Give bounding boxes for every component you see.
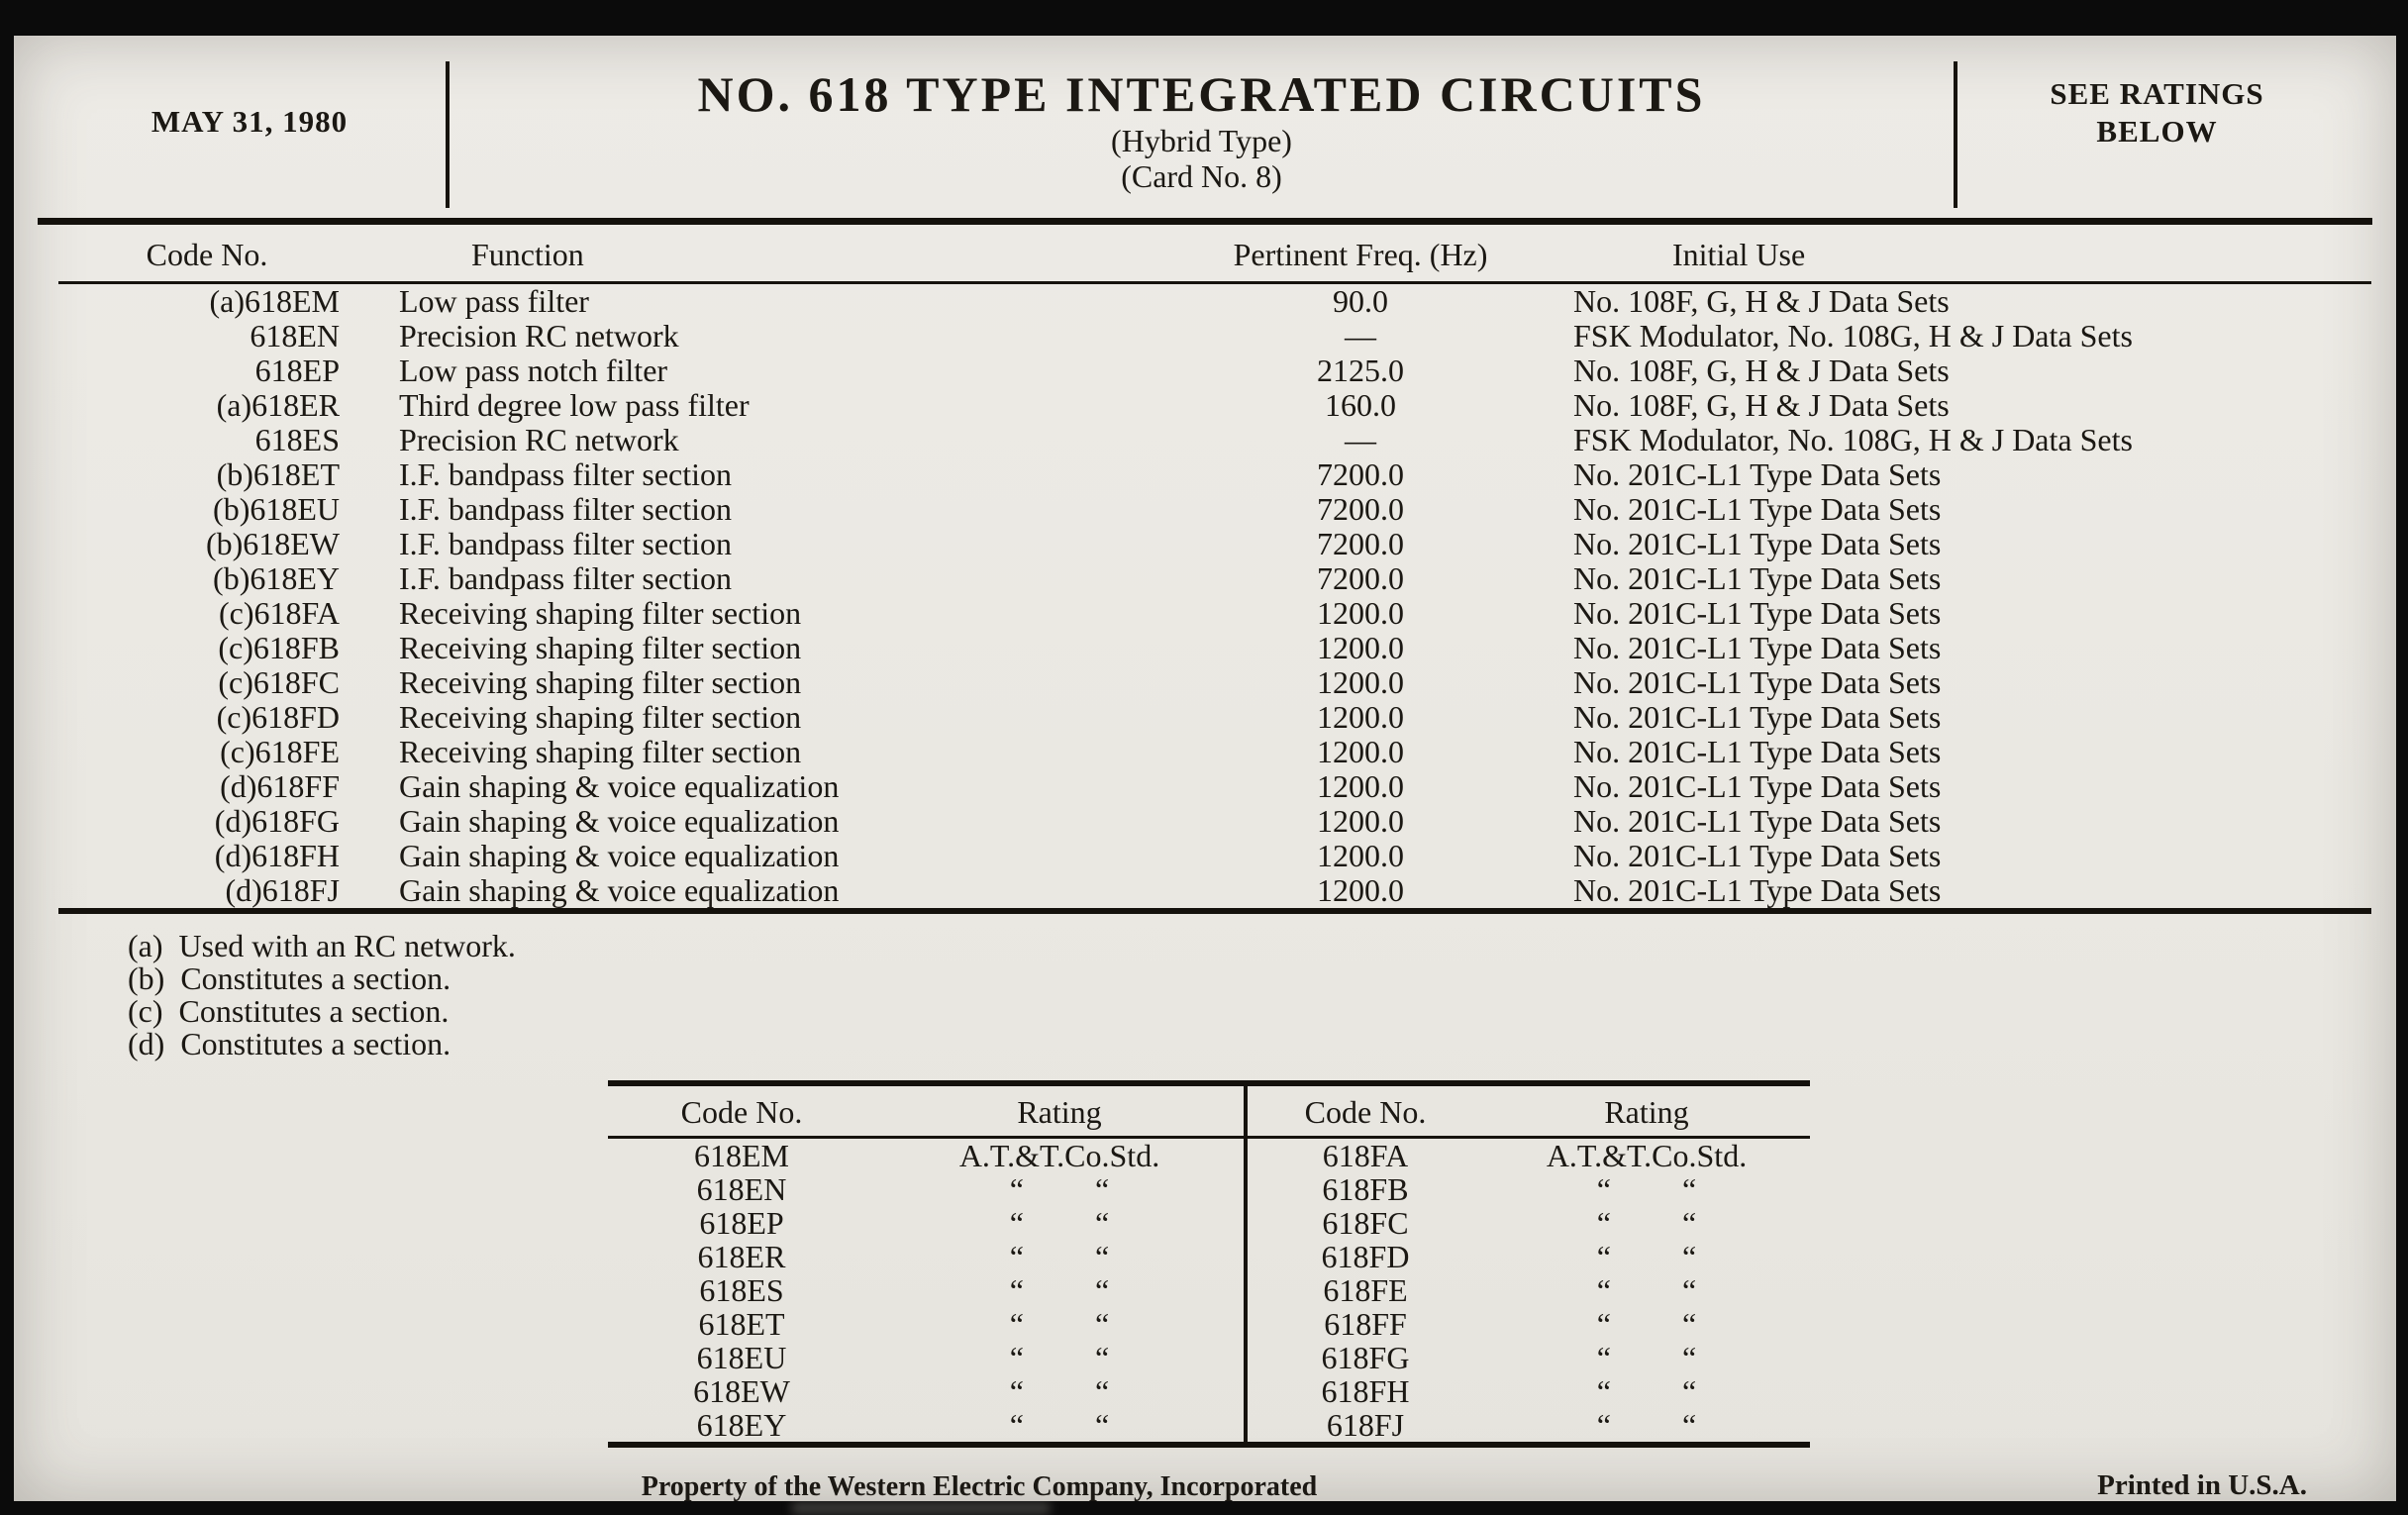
ratings-cell-code-right: 618FE [1323, 1272, 1408, 1308]
ratings-cell-code-right: 618FG [1321, 1340, 1410, 1375]
table-row [58, 839, 2371, 873]
ratings-row [608, 1307, 1810, 1341]
footnote-line: (c) Constitutes a section. [128, 993, 450, 1029]
ratings-column-header-code-right: Code No. [1246, 1083, 1483, 1138]
cell-use: No. 201C-L1 Type Data Sets [1573, 560, 1942, 596]
ratings-cell-rating-left: “ “ [875, 1307, 1246, 1341]
ratings-cell-rating-left: “ “ [875, 1240, 1246, 1273]
cell-use: No. 201C-L1 Type Data Sets [1573, 456, 1942, 492]
header-title-section [450, 61, 1954, 208]
property-notice: Property of the Western Electric Company, Incorporated [641, 1471, 1318, 1502]
circuits-table-header [58, 225, 2371, 283]
cell-freq: 2125.0 [1317, 353, 1404, 388]
ratings-row [608, 1341, 1810, 1374]
cell-function: I.F. bandpass filter section [399, 560, 733, 596]
cell-use: No. 108F, G, H & J Data Sets [1573, 387, 1950, 423]
ratings-cell-code-left: 618EU [696, 1340, 787, 1375]
cell-use: No. 201C-L1 Type Data Sets [1573, 491, 1942, 527]
ratings-cell-code-right: 618FD [1321, 1239, 1410, 1274]
ratings-cell-rating-left: “ “ [875, 1172, 1246, 1206]
ratings-cell-rating-right: “ “ [1596, 1171, 1697, 1207]
cell-freq: 7200.0 [1317, 560, 1404, 596]
ratings-cell-code-left: 618EW [693, 1373, 790, 1409]
column-header-code: Code No. [58, 225, 355, 283]
cell-use: FSK Modulator, No. 108G, H & J Data Sets [1573, 422, 2133, 457]
cell-freq: 7200.0 [1317, 526, 1404, 561]
date-label: MAY 31, 1980 [150, 104, 349, 139]
ratings-cell-code-left: 618EN [696, 1171, 787, 1207]
ratings-cell-code-right: 618FF [1324, 1306, 1407, 1342]
footnotes [128, 930, 2396, 1060]
ratings-cell-rating-left: “ “ [875, 1408, 1246, 1445]
cell-function: Precision RC network [399, 318, 679, 354]
cell-function: Receiving shaping filter section [399, 630, 802, 665]
cell-code: 618EP [254, 353, 340, 388]
ratings-cell-code-left: 618EP [699, 1205, 784, 1241]
ratings-cell-rating-right: “ “ [1596, 1373, 1697, 1409]
ratings-cell-rating-right: “ “ [1596, 1205, 1697, 1241]
cell-freq: 1200.0 [1317, 803, 1404, 839]
cell-code: (d)618FG [214, 803, 340, 839]
header-divider-rule [38, 218, 2372, 225]
cell-function: Gain shaping & voice equalization [399, 838, 840, 873]
table-row [58, 388, 2371, 423]
cell-use: No. 201C-L1 Type Data Sets [1573, 768, 1942, 804]
cell-freq: 1200.0 [1317, 872, 1404, 908]
ratings-cell-code-left: 618EY [696, 1407, 787, 1443]
cell-code: 618ES [254, 422, 340, 457]
cell-function: Receiving shaping filter section [399, 595, 802, 631]
cell-freq: 160.0 [1325, 387, 1396, 423]
ratings-row [608, 1138, 1810, 1173]
subtitle-card-number: (Card No. 8) [1121, 158, 1282, 194]
ratings-column-header-rating-right: Rating [1483, 1083, 1810, 1138]
cell-use: No. 201C-L1 Type Data Sets [1573, 734, 1942, 769]
header-row [58, 225, 2371, 283]
column-header-freq: Pertinent Freq. (Hz) [1148, 225, 1573, 283]
cell-use: No. 201C-L1 Type Data Sets [1573, 526, 1942, 561]
cell-function: I.F. bandpass filter section [399, 456, 733, 492]
table-row [58, 804, 2371, 839]
cell-freq: 90.0 [1333, 283, 1388, 319]
ratings-row [608, 1206, 1810, 1240]
cell-freq: 1200.0 [1317, 699, 1404, 735]
cell-use: No. 201C-L1 Type Data Sets [1573, 664, 1942, 700]
cell-code: (a)618EM [209, 283, 340, 319]
cell-code: (a)618ER [216, 387, 340, 423]
cell-use: No. 108F, G, H & J Data Sets [1573, 353, 1950, 388]
ratings-cell-code-left: 618ER [697, 1239, 786, 1274]
ratings-cell-rating-right: “ “ [1596, 1272, 1697, 1308]
ratings-cell-code-left: 618EM [694, 1138, 789, 1173]
table-row [58, 457, 2371, 492]
cell-function: Low pass notch filter [399, 353, 668, 388]
table-row [58, 596, 2371, 631]
ratings-cell-rating-left: “ “ [875, 1341, 1246, 1374]
cell-code: (d)618FJ [225, 872, 340, 908]
cell-code: (d)618FF [220, 768, 340, 804]
cell-freq: — [1345, 422, 1376, 457]
cell-function: Receiving shaping filter section [399, 734, 802, 769]
footnote-line: (d) Constitutes a section. [128, 1026, 452, 1061]
footnote-line: (b) Constitutes a section. [128, 960, 452, 996]
header-date-section [53, 61, 450, 208]
document-page [14, 36, 2396, 1501]
scan-artifact [792, 1502, 1050, 1514]
ratings-column-header-code-left: Code No. [608, 1083, 875, 1138]
ratings-cell-rating-right: “ “ [1596, 1306, 1697, 1342]
ratings-cell-code-right: 618FB [1322, 1171, 1409, 1207]
ratings-row [608, 1374, 1810, 1408]
cell-function: Gain shaping & voice equalization [399, 872, 840, 908]
cell-freq: 1200.0 [1317, 664, 1404, 700]
ratings-cell-code-left: 618ES [699, 1272, 784, 1308]
column-header-function: Function [355, 225, 1148, 283]
ratings-cell-code-right: 618FA [1322, 1138, 1409, 1173]
ratings-column-header-rating-left: Rating [875, 1083, 1246, 1138]
cell-freq: 1200.0 [1317, 734, 1404, 769]
cell-freq: 7200.0 [1317, 456, 1404, 492]
cell-freq: 1200.0 [1317, 838, 1404, 873]
ratings-cell-code-right: 618FJ [1326, 1407, 1405, 1443]
ratings-row [608, 1273, 1810, 1307]
ratings-cell-code-right: 618FH [1321, 1373, 1410, 1409]
cell-function: Gain shaping & voice equalization [399, 768, 840, 804]
cell-use: No. 201C-L1 Type Data Sets [1573, 595, 1942, 631]
ratings-table [608, 1080, 1810, 1448]
table-row [58, 561, 2371, 596]
footnote-line: (a) Used with an RC network. [128, 928, 516, 963]
cell-use: No. 201C-L1 Type Data Sets [1573, 803, 1942, 839]
ratings-header-row [608, 1083, 1810, 1138]
ratings-cell-rating-right: “ “ [1596, 1407, 1697, 1443]
cell-use: No. 108F, G, H & J Data Sets [1573, 283, 1950, 319]
circuits-table-body [58, 283, 2371, 912]
cell-code: (c)618FD [216, 699, 340, 735]
cell-use: No. 201C-L1 Type Data Sets [1573, 838, 1942, 873]
ratings-row [608, 1408, 1810, 1445]
ratings-note-line1: SEE RATINGS [2050, 76, 2264, 111]
subtitle-hybrid-type: (Hybrid Type) [1111, 123, 1292, 158]
ratings-table-header [608, 1083, 1810, 1138]
cell-code: (b)618ET [216, 456, 340, 492]
ratings-cell-rating-left: “ “ [875, 1206, 1246, 1240]
cell-code: 618EN [250, 318, 340, 354]
ratings-note-line2: BELOW [2096, 114, 2218, 149]
ratings-row [608, 1172, 1810, 1206]
cell-function: Third degree low pass filter [399, 387, 750, 423]
ratings-row [608, 1240, 1810, 1273]
page-title: NO. 618 TYPE INTEGRATED CIRCUITS [697, 66, 1706, 122]
cell-freq: 1200.0 [1317, 595, 1404, 631]
column-header-initial-use: Initial Use [1573, 225, 2371, 283]
header-ratings-note-section [1954, 61, 2357, 208]
table-row [58, 527, 2371, 561]
ratings-table-body [608, 1138, 1810, 1446]
table-row [58, 354, 2371, 388]
table-row [58, 665, 2371, 700]
ratings-cell-code-left: 618ET [698, 1306, 785, 1342]
cell-code: (c)618FA [218, 595, 340, 631]
table-row [58, 319, 2371, 354]
table-row [58, 423, 2371, 457]
table-row [58, 873, 2371, 911]
cell-code: (c)618FE [220, 734, 340, 769]
cell-use: No. 201C-L1 Type Data Sets [1573, 699, 1942, 735]
cell-code: (c)618FB [218, 630, 340, 665]
table-row [58, 700, 2371, 735]
cell-use: No. 201C-L1 Type Data Sets [1573, 872, 1942, 908]
ratings-cell-rating-right: “ “ [1596, 1340, 1697, 1375]
cell-freq: 7200.0 [1317, 491, 1404, 527]
ratings-cell-code-right: 618FC [1322, 1205, 1409, 1241]
cell-code: (c)618FC [218, 664, 340, 700]
cell-function: I.F. bandpass filter section [399, 491, 733, 527]
printed-in-usa-label: Printed in U.S.A. [2097, 1469, 2307, 1501]
table-row [58, 735, 2371, 769]
cell-function: I.F. bandpass filter section [399, 526, 733, 561]
cell-function: Gain shaping & voice equalization [399, 803, 840, 839]
cell-function: Receiving shaping filter section [399, 699, 802, 735]
ratings-cell-rating-right: A.T.&T.Co.Std. [1546, 1138, 1748, 1173]
cell-code: (b)618EW [205, 526, 340, 561]
cell-function: Receiving shaping filter section [399, 664, 802, 700]
table-row [58, 283, 2371, 320]
cell-freq: 1200.0 [1317, 630, 1404, 665]
table-row [58, 631, 2371, 665]
cell-freq: — [1345, 318, 1376, 354]
table-row [58, 492, 2371, 527]
cell-use: No. 201C-L1 Type Data Sets [1573, 630, 1942, 665]
cell-function: Precision RC network [399, 422, 679, 457]
cell-use: FSK Modulator, No. 108G, H & J Data Sets [1573, 318, 2133, 354]
circuits-table [58, 225, 2371, 914]
cell-function: Low pass filter [399, 283, 589, 319]
cell-code: (b)618EU [213, 491, 340, 527]
ratings-cell-rating-left: “ “ [875, 1374, 1246, 1408]
ratings-cell-rating-right: “ “ [1596, 1239, 1697, 1274]
cell-freq: 1200.0 [1317, 768, 1404, 804]
document-header [53, 61, 2357, 208]
ratings-cell-rating-left: “ “ [875, 1273, 1246, 1307]
table-row [58, 769, 2371, 804]
cell-code: (b)618EY [213, 560, 340, 596]
cell-code: (d)618FH [214, 838, 340, 873]
ratings-cell-rating-left: A.T.&T.Co.Std. [875, 1138, 1246, 1173]
